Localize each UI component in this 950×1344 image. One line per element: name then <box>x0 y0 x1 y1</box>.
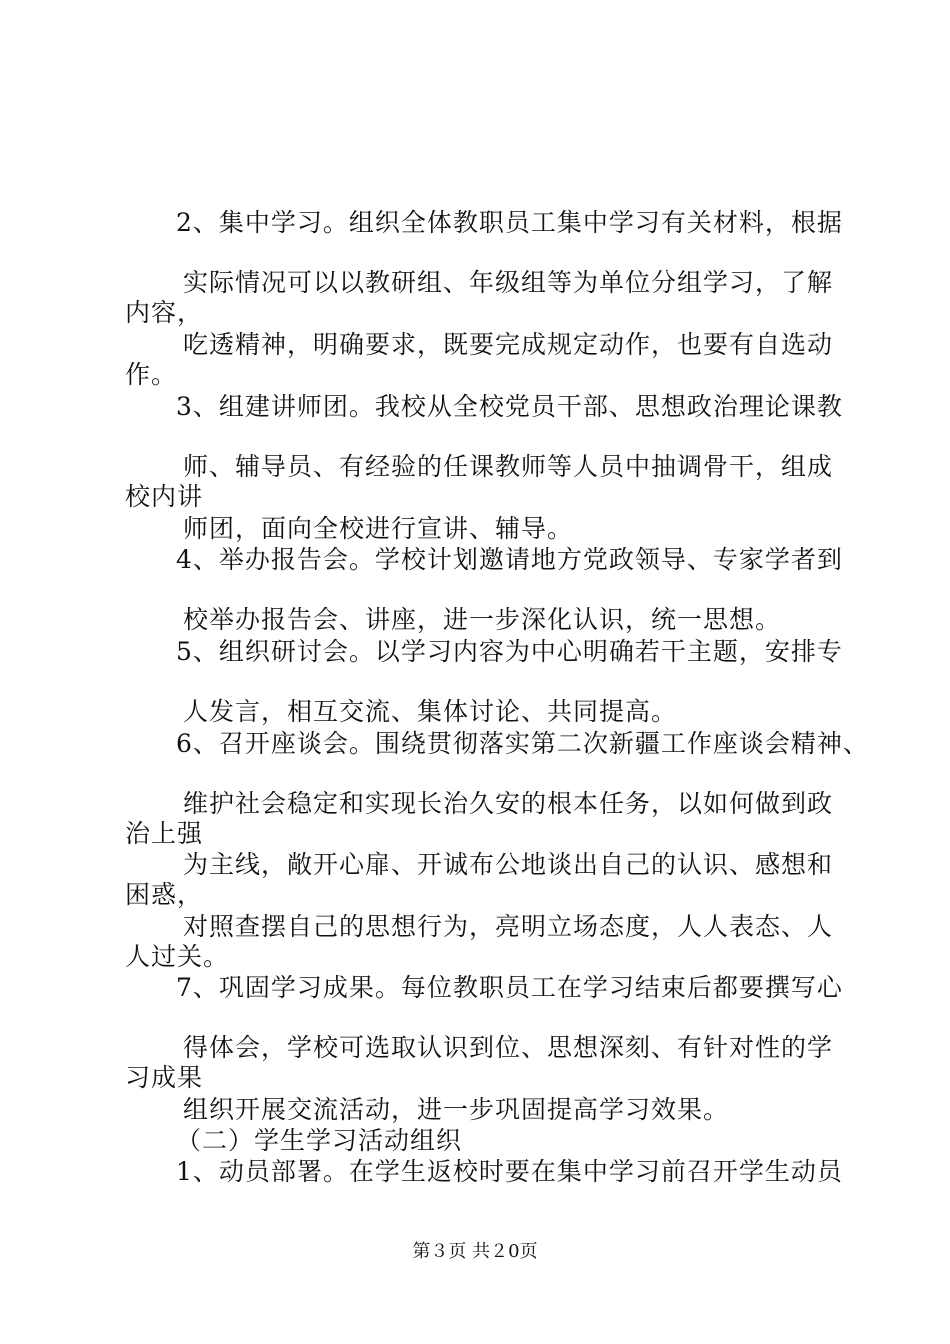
section-heading: （二）学生学习活动组织 <box>176 1126 463 1155</box>
text-line: 6、召开座谈会。围绕贯彻落实第二次新疆工作座谈会精神、 <box>176 729 869 758</box>
text-line: 师团，面向全校进行宣讲、辅导。 <box>183 514 574 543</box>
page-footer: 第３页 共２0页 <box>412 1241 538 1262</box>
text-line: 人过关。 <box>125 942 230 971</box>
text-line: 3、组建讲师团。我校从全校党员干部、思想政治理论课教 <box>176 392 843 421</box>
text-line: 内容， <box>125 298 204 327</box>
text-line: 校内讲 <box>125 482 204 511</box>
text-line: 作。 <box>125 360 178 389</box>
text-line: 组织开展交流活动，进一步巩固提高学习效果。 <box>183 1095 730 1124</box>
text-line: 5、组织研讨会。以学习内容为中心明确若干主题，安排专 <box>176 637 843 666</box>
text-line: 4、举办报告会。学校计划邀请地方党政领导、专家学者到 <box>176 545 843 574</box>
text-line: 师、辅导员、有经验的任课教师等人员中抽调骨干，组成 <box>183 452 834 481</box>
text-line: 校举办报告会、讲座，进一步深化认识，统一思想。 <box>183 605 782 634</box>
text-line: 治上强 <box>125 819 204 848</box>
text-line: 困惑， <box>125 880 204 909</box>
text-line: 为主线，敞开心扉、开诚布公地谈出自己的认识、感想和 <box>183 850 834 879</box>
text-line: 2、集中学习。组织全体教职员工集中学习有关材料，根据 <box>176 208 843 237</box>
text-line: 对照查摆自己的思想行为，亮明立场态度，人人表态、人 <box>183 912 834 941</box>
text-line: 人发言，相互交流、集体讨论、共同提高。 <box>183 697 678 726</box>
text-line: 维护社会稳定和实现长治久安的根本任务，以如何做到政 <box>183 789 834 818</box>
text-line: 7、巩固学习成果。每位教职员工在学习结束后都要撰写心 <box>176 973 843 1002</box>
text-line: 得体会，学校可选取认识到位、思想深刻、有针对性的学 <box>183 1033 834 1062</box>
text-line: 吃透精神，明确要求，既要完成规定动作，也要有自选动 <box>183 330 834 359</box>
text-line: 实际情况可以以教研组、年级组等为单位分组学习，了解 <box>183 268 834 297</box>
text-line: 1、动员部署。在学生返校时要在集中学习前召开学生动员 <box>176 1157 843 1186</box>
text-line: 习成果 <box>125 1063 204 1092</box>
